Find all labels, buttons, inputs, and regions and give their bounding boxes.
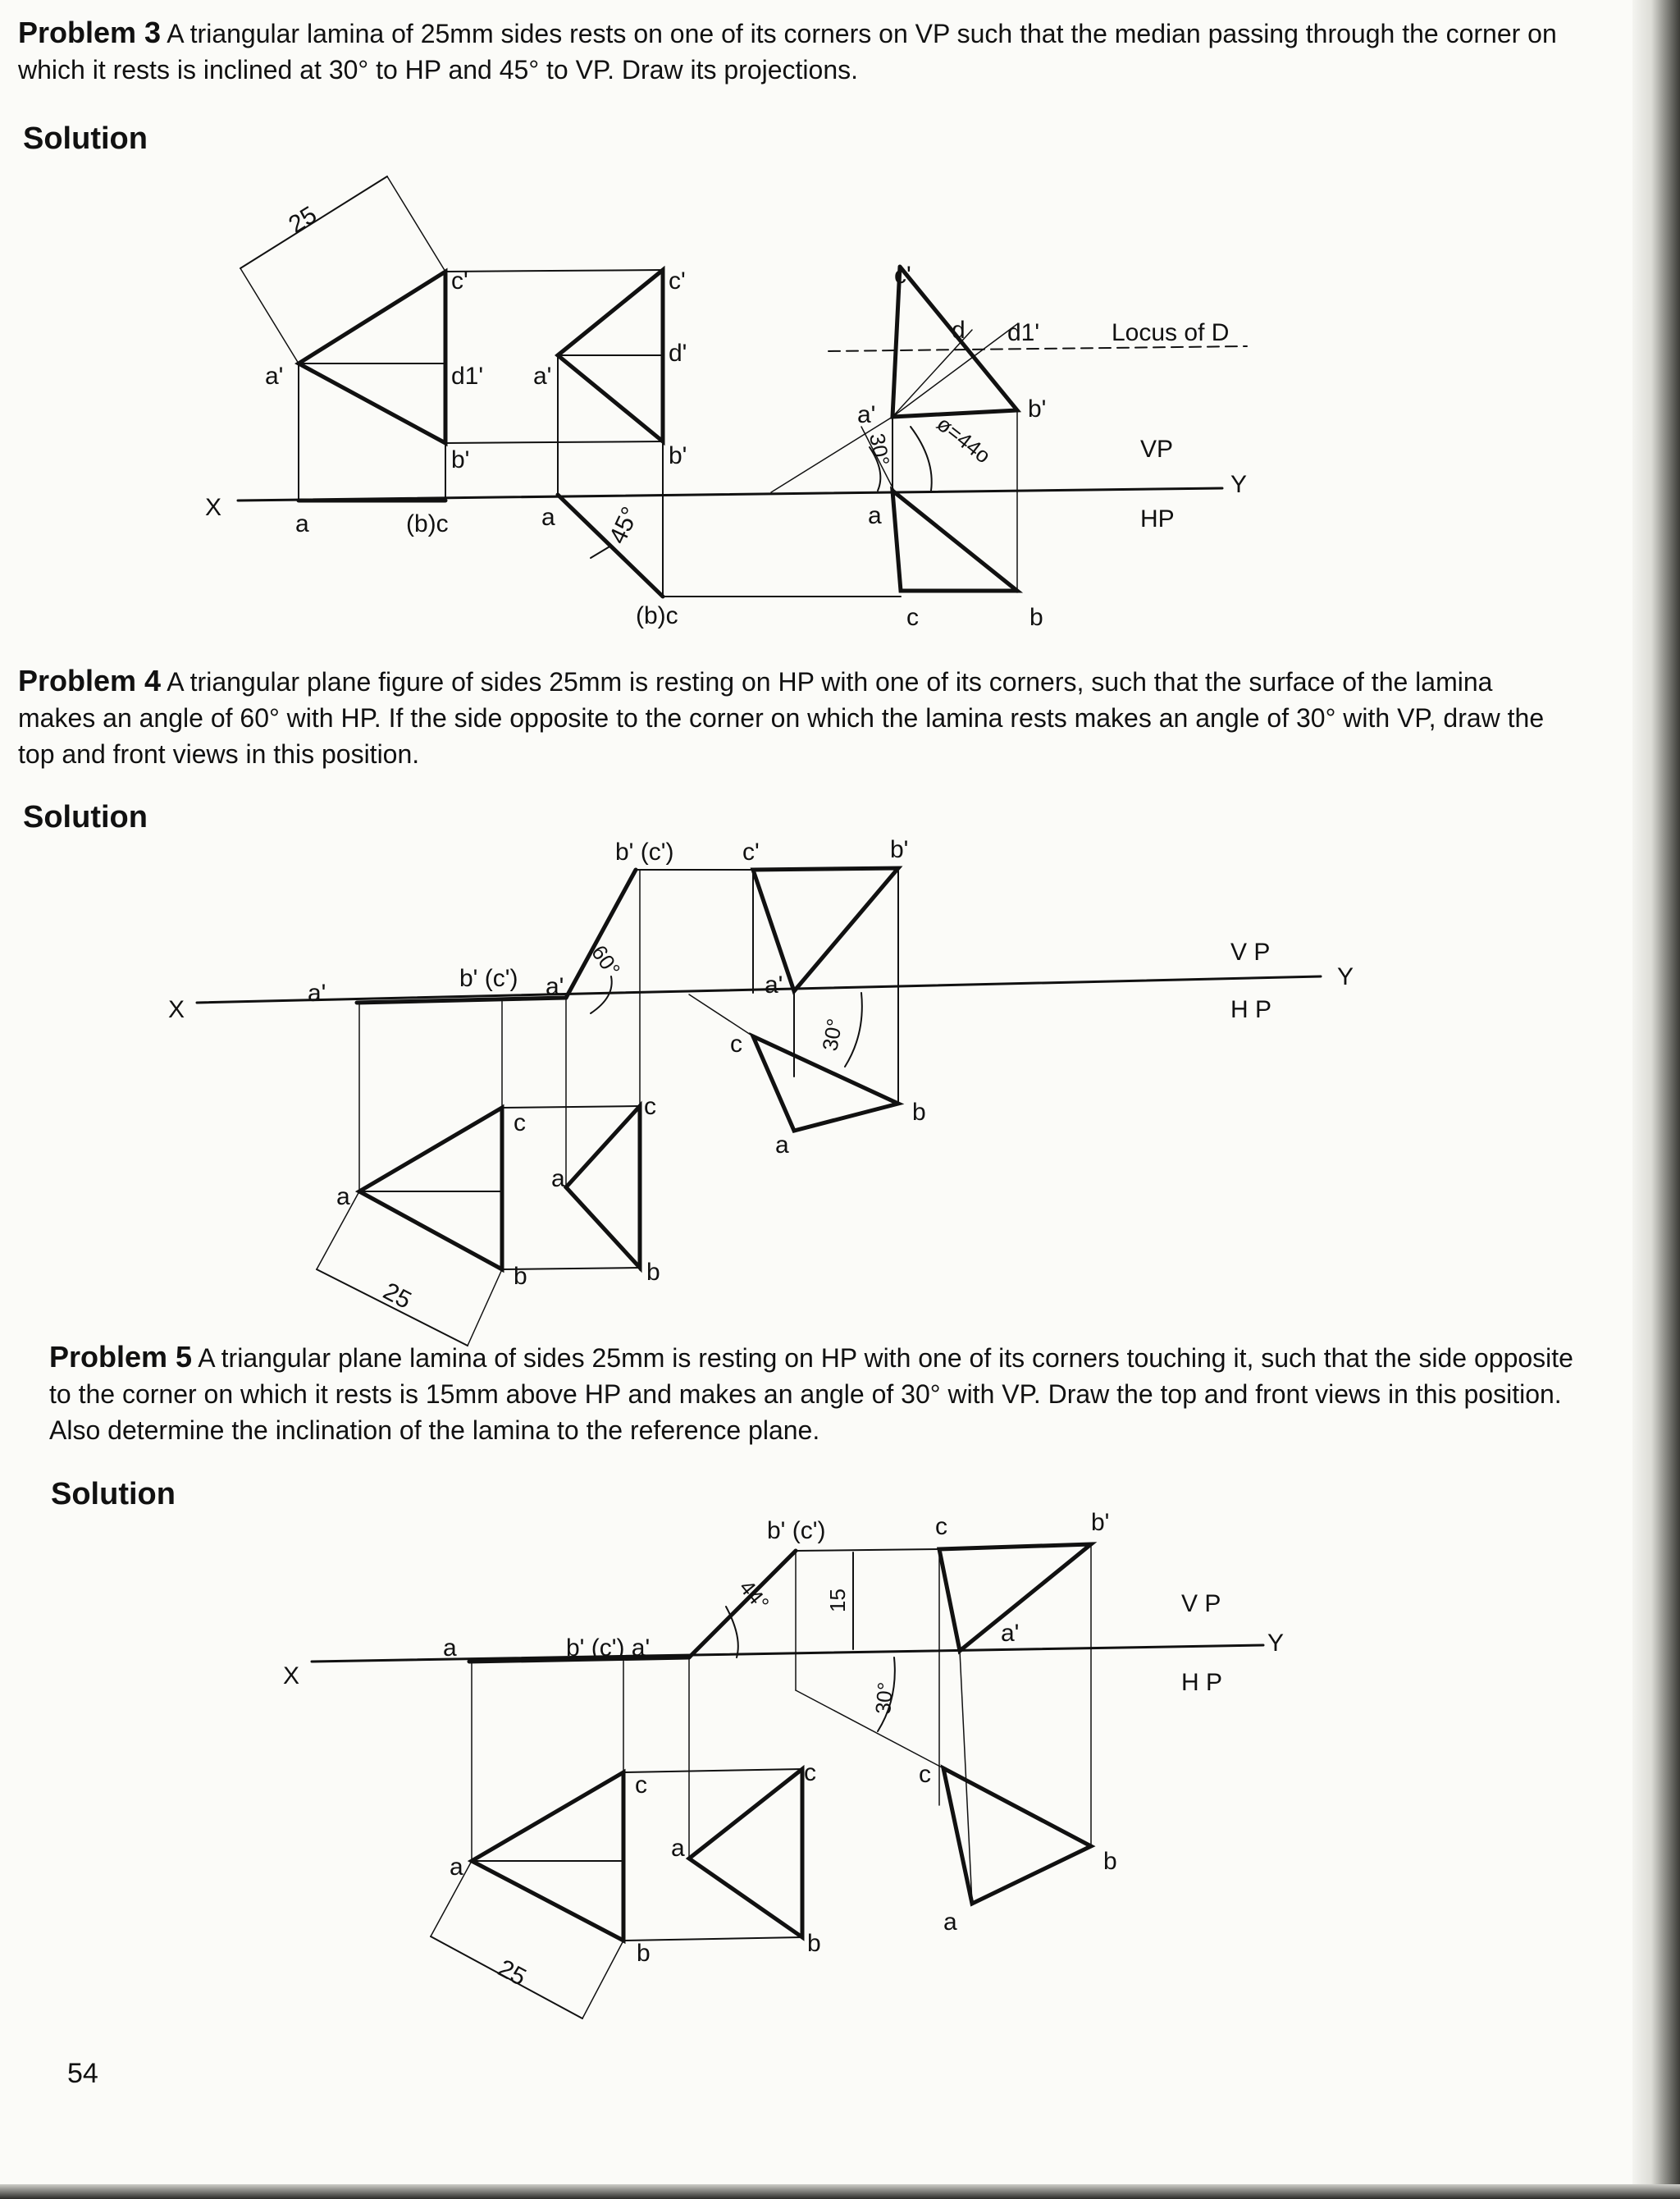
drawing-label: a' — [533, 363, 552, 390]
drawing-label: b' (c') — [767, 1517, 826, 1544]
drawing-label: ø=44o — [932, 411, 996, 469]
drawing-label: 30° — [870, 1680, 898, 1716]
drawing-label: c' — [669, 267, 686, 295]
drawing-label: Locus of D — [1112, 319, 1230, 346]
drawing-label: X — [205, 494, 222, 521]
drawing-label: 25 — [378, 1278, 416, 1314]
drawing-label: b — [807, 1930, 821, 1957]
drawing-label: a — [551, 1165, 565, 1192]
drawing-label: (b)c — [406, 510, 449, 537]
problem-4-solution-heading: Solution — [23, 800, 148, 834]
page-binding-edge — [1632, 0, 1680, 2199]
drawing-label: b — [1103, 1848, 1117, 1875]
drawing-label: c — [514, 1109, 526, 1136]
drawing-label: 44° — [734, 1575, 774, 1616]
page-bottom-edge — [0, 2184, 1680, 2199]
drawing-label: b — [514, 1263, 527, 1290]
drawing-label: 15 — [825, 1589, 850, 1612]
drawing-label: Y — [1267, 1630, 1285, 1657]
problem-4-text: A triangular plane figure of sides 25mm is resting on HP with one of its corners, such that the surface of the lamina makes an angle of 60° with HP. If the side opposite to the corner on which the lamina rests makes an angle of 30° with VP, draw the top and front views in this position. — [18, 667, 1545, 769]
drawing-label: b — [912, 1099, 926, 1126]
drawing-label: a — [450, 1854, 463, 1881]
top-view-triangle-p4-1 — [359, 1108, 502, 1269]
labels-figure-3 — [205, 201, 1247, 631]
page-number: 54 — [67, 2058, 98, 2089]
drawing-label: X — [283, 1662, 300, 1689]
drawing-label: c' — [451, 267, 468, 295]
drawing-label: c — [906, 604, 919, 631]
drawing-label: 30° — [865, 431, 895, 468]
drawing-label: (b)c — [636, 602, 678, 629]
drawing-label: 25 — [493, 1954, 531, 1991]
drawing-label: c — [935, 1513, 947, 1540]
drawing-label: V P — [1181, 1590, 1221, 1617]
drawing-label: a' — [1001, 1620, 1020, 1647]
top-view-triangle-p5-1 — [472, 1772, 623, 1941]
drawing-label: c' — [894, 262, 911, 289]
drawing-label: b' — [1091, 1509, 1110, 1536]
drawing-label: c — [644, 1093, 656, 1120]
drawing-label: b' (c') — [615, 839, 674, 866]
drawing-label: d' — [669, 340, 687, 367]
drawing-label: c — [730, 1031, 742, 1058]
drawing-label: d — [952, 317, 966, 344]
problem-3-solution-heading: Solution — [23, 121, 148, 156]
drawing-label: b' — [890, 836, 909, 863]
drawing-label: a' — [765, 971, 783, 999]
drawing-label: a' — [857, 401, 876, 428]
drawing-label: HP — [1140, 505, 1175, 533]
xy-line-4 — [197, 976, 1321, 1003]
drawing-label: a' — [308, 980, 326, 1007]
drawing-label: a — [775, 1132, 789, 1159]
drawing-label: b' (c') a' — [566, 1634, 651, 1662]
drawing-label: a — [868, 502, 882, 529]
drawing-label: VP — [1140, 436, 1174, 463]
drawing-label: c — [804, 1759, 816, 1786]
drawing-label: d1' — [451, 363, 484, 390]
top-view-triangle-3 — [892, 491, 1017, 591]
front-view-triangle-1 — [299, 272, 445, 443]
drawing-label: b' — [1028, 395, 1047, 423]
drawing-label: X — [168, 996, 185, 1023]
drawing-label: H P — [1230, 996, 1272, 1023]
figure-problem-3 — [238, 176, 1247, 597]
drawing-label: 25 — [284, 201, 322, 239]
drawing-label: b' — [669, 442, 687, 469]
drawing-label: b — [646, 1259, 660, 1286]
drawing-label: a — [541, 504, 555, 531]
drawing-label: a' — [546, 973, 564, 1000]
figure-problem-5 — [312, 1544, 1263, 2018]
problem-5-text: A triangular plane lamina of sides 25mm is resting on HP with one of its corners touching it, such that the side opposite to the corner on which it rests is 15mm above HP and makes an angle of 30° with VP. Draw the top and front views in this position. Also determine the inclination of the lamina to the reference plane. — [49, 1343, 1573, 1445]
problem-3-text: A triangular lamina of 25mm sides rests on one of its corners on VP such that the median passing through the corner on which it rests is inclined at 30° to HP and 45° to VP. Draw its projections. — [18, 19, 1557, 85]
top-view-triangle-p5 — [943, 1768, 1091, 1904]
drawing-label: b' (c') — [459, 965, 518, 992]
drawing-label: a — [295, 510, 309, 537]
drawing-label: 45° — [604, 502, 645, 548]
labels-figure-5 — [283, 1509, 1284, 1991]
drawing-label: a — [443, 1634, 457, 1662]
drawing-label: Y — [1230, 471, 1248, 498]
problem-4-label: Problem 4 — [18, 664, 162, 697]
problem-5-solution-heading: Solution — [51, 1477, 176, 1511]
drawing-label: a' — [265, 363, 284, 390]
problem-3-label: Problem 3 — [18, 16, 162, 49]
drawing-label: 60° — [587, 940, 626, 981]
drawing-label: c' — [742, 839, 760, 866]
drawing-label: b — [1029, 604, 1043, 631]
drawing-label: V P — [1230, 939, 1271, 966]
top-view-triangle-p5-2 — [689, 1769, 802, 1937]
drawing-label: c — [635, 1772, 647, 1799]
drawing-label: 30° — [817, 1017, 847, 1054]
drawing-label: b' — [451, 446, 470, 473]
problem-5-label: Problem 5 — [49, 1340, 193, 1374]
drawing-label: a — [943, 1909, 957, 1936]
top-view-triangle-p4-2 — [566, 1106, 640, 1268]
drawing-label: d1' — [1007, 319, 1040, 346]
drawing-label: b — [637, 1940, 651, 1967]
drawing-label: c — [919, 1761, 931, 1788]
labels-figure-4 — [168, 836, 1354, 1314]
drawing-label: a — [671, 1835, 685, 1862]
figure-problem-4 — [197, 868, 1321, 1346]
drawing-label: H P — [1181, 1669, 1223, 1696]
drawing-label: Y — [1337, 963, 1354, 990]
drawing-label: a — [336, 1183, 350, 1210]
